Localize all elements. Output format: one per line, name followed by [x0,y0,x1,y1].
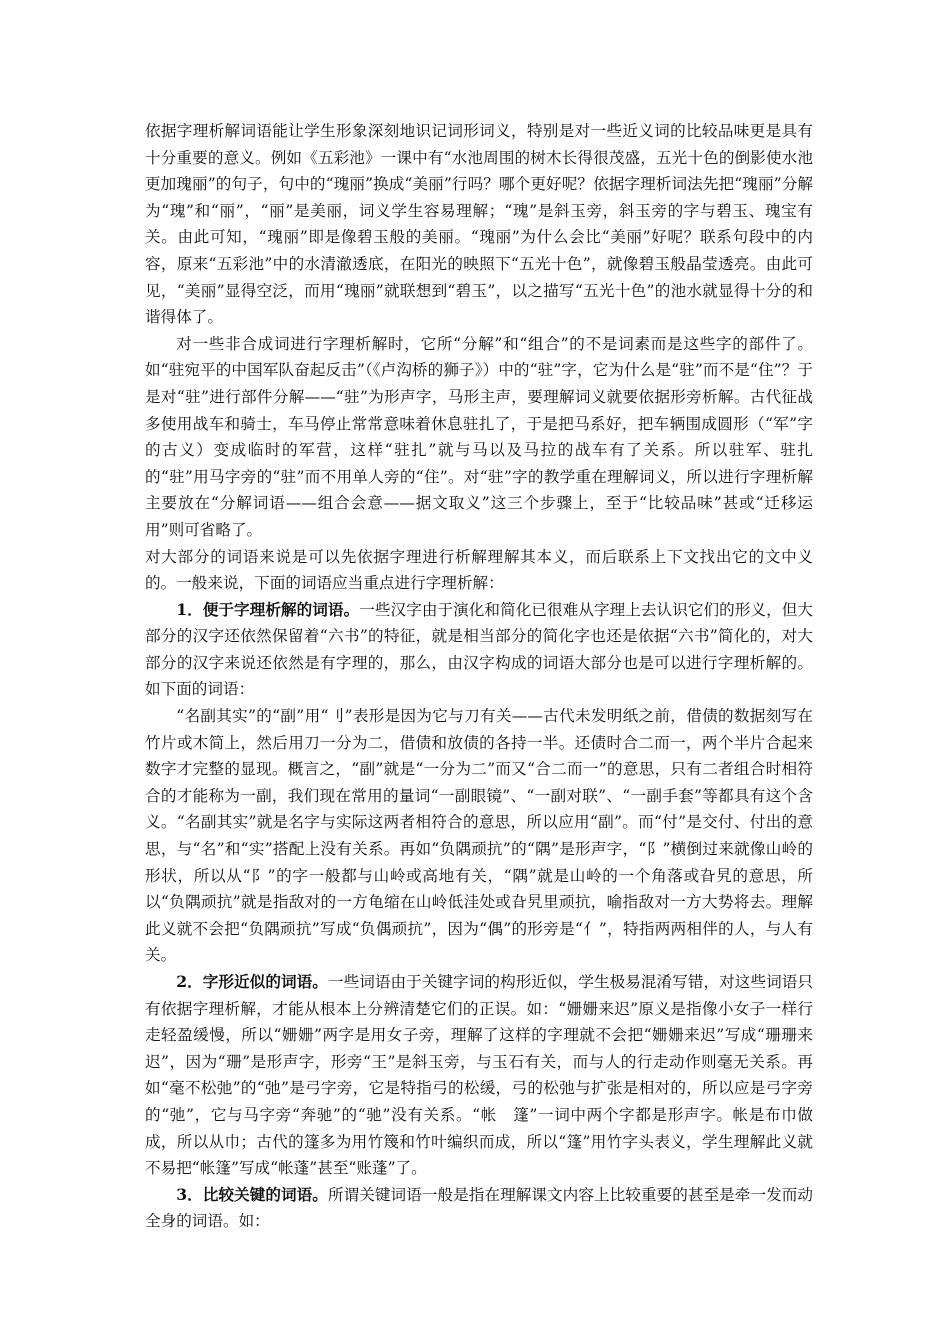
paragraph-text: 一些汉字由于演化和简化已很难从字理上去认识它们的形义，但大部分的汉字还依然保留着“六书”的特征，就是相当部分的简化字也还是依据“六书”简化的，对大部分的汉字来说还依然是有字理的，那么，由汉字构成的词语大部分也是可以进行字理析解的。如下面的词语： [145,600,813,699]
paragraph-text: “名副其实”的“副”用“刂”表形是因为它与刀有关——古代未发明纸之前，借债的数据刻写在竹片或木简上，然后用刀一分为二，借债和放债的各持一半。还债时合二而一，两个半片合起来数字才完整的显现。概言之，“副”就是“一分为二”而又“合二而一”的意思，只有二者组合时相符合的才能称为一副，我们现在常用的量词“一副眼镜”、“一副对联”、“一副手套”等都具有这个含义。“名副其实”就是名字与实际这两者相符合的意思，所以应用“副”。而“付”是交付、付出的意思，与“名”和“实”搭配上没有关系。再如“负隅顽抗”的“隅”是形声字，“阝”横倒过来就像山岭的形状，所以从“阝”的字一般都与山岭或高地有关，“隅”就是山岭的一个角落或旮旯的意思，所以“负隅顽抗”就是指敌对的一方龟缩在山岭低洼处或旮旯里顽抗，喻指敌对一方大势将去。理解此义就不会把“负隅顽抗”写成“负偶顽抗”，因为“偶”的形旁是“亻”，特指两两相伴的人，与人有关。 [145,707,813,965]
paragraph-most-words [145,544,813,597]
paragraph-item-3 [145,1182,813,1235]
document-body [145,118,813,1235]
paragraph-text: 对大部分的词语来说是可以先依据字理进行析解理解其本义，而后联系上下文找出它的文中义的。一般来说，下面的词语应当重点进行字理析解： [145,547,813,593]
item-heading: 2．字形近似的词语。 [176,972,328,991]
paragraph-text: 一些词语由于关键字词的构形近似，学生极易混淆写错，对这些词语只有依据字理析解，才能从根本上分辨清楚它们的正误。如：“姗姗来迟”原义是指像小女子一样行走轻盈缓慢，所以“姗姗”两字是用女子旁，理解了这样的字理就不会把“姗姗来迟”写成“珊珊来迟”，因为“珊”是形声字，形旁“王”是斜玉旁，与玉石有关，而与人的行走动作则毫无关系。再如“毫不松弛”的“弛”是弓字旁，它是特指弓的松缓，弓的松弛与扩张是相对的，所以应是弓字旁的“弛”，它与马字旁“奔驰”的“驰”没有关系。“帐 篷”一词中两个字都是形声字。帐是布巾做成，所以从巾；古代的篷多为用竹篾和竹叶编织而成，所以“篷”用竹字头表义，学生理解此义就不易把“帐篷”写成“帐蓬”甚至“账蓬”了。 [145,973,813,1178]
paragraph-text: 所谓关键词语一般是指在理解课文内容上比较重要的甚至是牵一发而动全身的词语。如： [145,1185,813,1231]
paragraph-zili-xijie-intro [145,118,813,331]
item-heading: 1．便于字理析解的词语。 [176,599,360,619]
paragraph-text: 对一些非合成词进行字理析解时，它所“分解”和“组合”的不是词素而是这些字的部件了。如“驻宛平的中国军队奋起反击”（《卢沟桥的狮子》）中的“驻”字，它为什么是“驻”而不是“住”？于是对“驻”进行部件分解——“驻”为形声字，马形主声，要理解词义就要依据形旁析解。古代征战多使用战车和骑士，车马停止常常意味着休息驻扎了，于是把马系好，把车辆围成圆形（“军”字的古义）变成临时的军营，这样“驻扎”就与马以及马拉的战车有了关系。所以驻军、驻扎的“驻”用马字旁的“驻”而不用单人旁的“住”。对“驻”字的教学重在理解词义，所以进行字理析解主要放在“分解词语——组合会意——据文取义”这三个步骤上，至于“比较品味”甚或“迁移运用”则可省略了。 [145,334,813,539]
item-heading: 3．比较关键的词语。 [176,1184,328,1204]
paragraph-item-1 [145,597,813,703]
paragraph-text: 依据字理析解词语能让学生形象深刻地识记词形词义，特别是对一些近义词的比较品味更是具有十分重要的意义。例如《五彩池》一课中有“水池周围的树木长得很茂盛，五光十色的倒影使水池更加瑰丽”的句子，句中的“瑰丽”换成“美丽”行吗？哪个更好呢？依据字理析词法先把“瑰丽”分解为“瑰”和“丽”，“丽”是美丽，词义学生容易理解；“瑰”是斜玉旁，斜玉旁的字与碧玉、瑰宝有关。由此可知，“瑰丽”即是像碧玉般的美丽。“瑰丽”为什么会比“美丽”好呢？联系句段中的内容，原来“五彩池”中的水清澈透底，在阳光的映照下“五光十色”，就像碧玉般晶莹透亮。由此可见，“美丽”显得空泛，而用“瑰丽”就联想到“碧玉”，以之描写“五光十色”的池水就显得十分的和谐得体了。 [145,122,813,327]
paragraph-item-2 [145,969,813,1182]
paragraph-mingfuqishi-example [145,703,813,969]
paragraph-non-compound-words [145,331,813,544]
